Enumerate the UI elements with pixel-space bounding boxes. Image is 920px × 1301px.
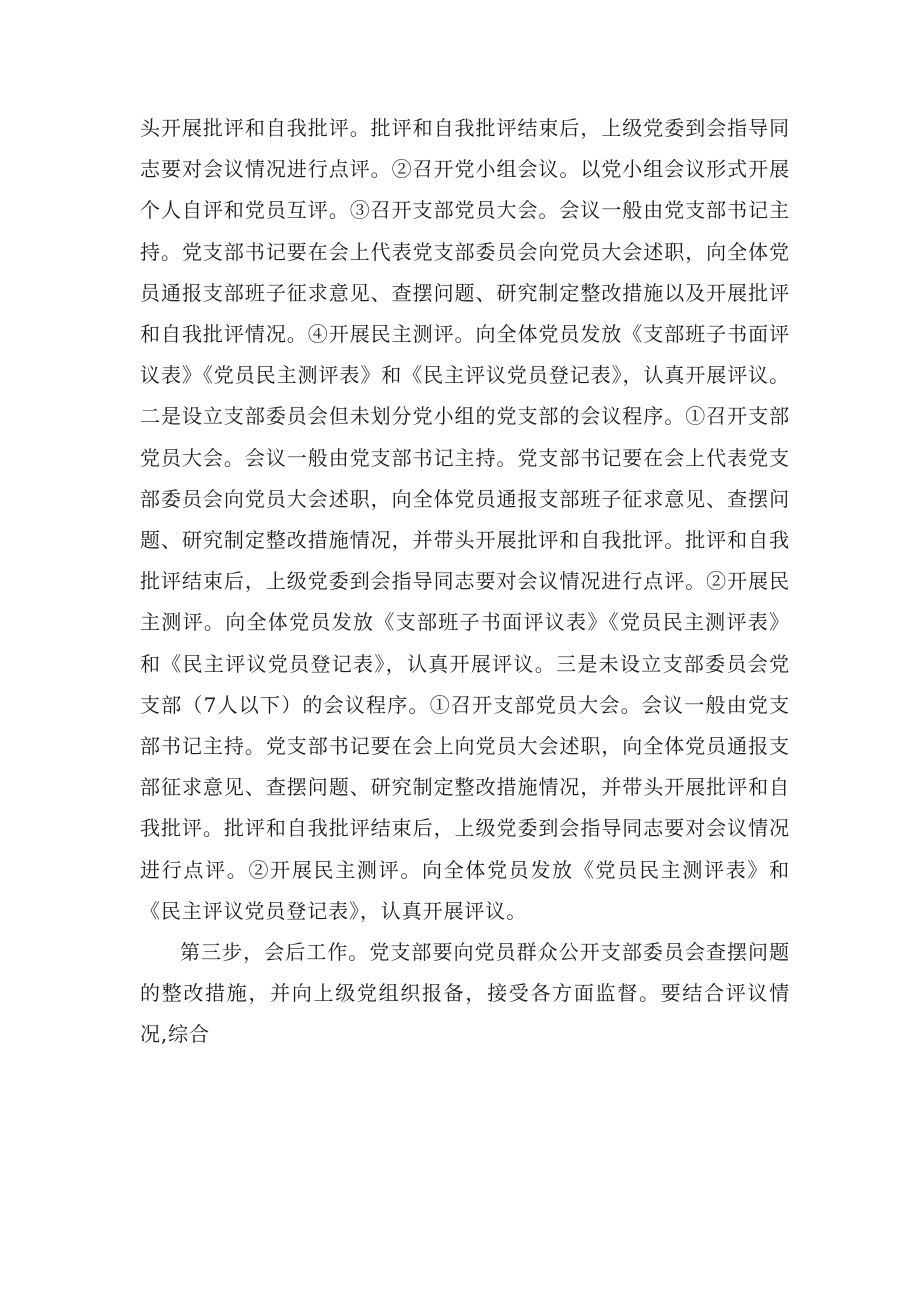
document-body (140, 108, 790, 1056)
body-paragraph-1: 头开展批评和自我批评。批评和自我批评结束后，上级党委到会指导同志要对会议情况进行点评。②召开党小组会议。以党小组会议形式开展个人自评和党员互评。③召开支部党员大会。会议一般由党支部书记主持。党支部书记要在会上代表党支部委员会向党员大会述职，向全体党员通报支部班子征求意见、查摆问题、研究制定整改措施以及开展批评和自我批评情况。④开展民主测评。向全体党员发放《支部班子书面评议表》《党员民主测评表》和《民主评议党员登记表》，认真开展评议。二是设立支部委员会但未划分党小组的党支部的会议程序。①召开支部党员大会。会议一般由党支部书记主持。党支部书记要在会上代表党支部委员会向党员大会述职，向全体党员通报支部班子征求意见、查摆问题、研究制定整改措施情况，并带头开展批评和自我批评。批评和自我批评结束后，上级党委到会指导同志要对会议情况进行点评。②开展民主测评。向全体党员发放《支部班子书面评议表》《党员民主测评表》和《民主评议党员登记表》，认真开展评议。三是未设立支部委员会党支部（7人以下）的会议程序。①召开支部党员大会。会议一般由党支部书记主持。党支部书记要在会上向党员大会述职，向全体党员通报支部征求意见、查摆问题、研究制定整改措施情况，并带头开展批评和自我批评。批评和自我批评结束后，上级党委到会指导同志要对会议情况进行点评。②开展民主测评。向全体党员发放《党员民主测评表》和《民主评议党员登记表》，认真开展评议。 (140, 116, 790, 923)
body-paragraph-2: 第三步，会后工作。党支部要向党员群众公开支部委员会查摆问题的整改措施，并向上级党组织报备，接受各方面监督。要结合评议情况,综合 (140, 940, 790, 1047)
